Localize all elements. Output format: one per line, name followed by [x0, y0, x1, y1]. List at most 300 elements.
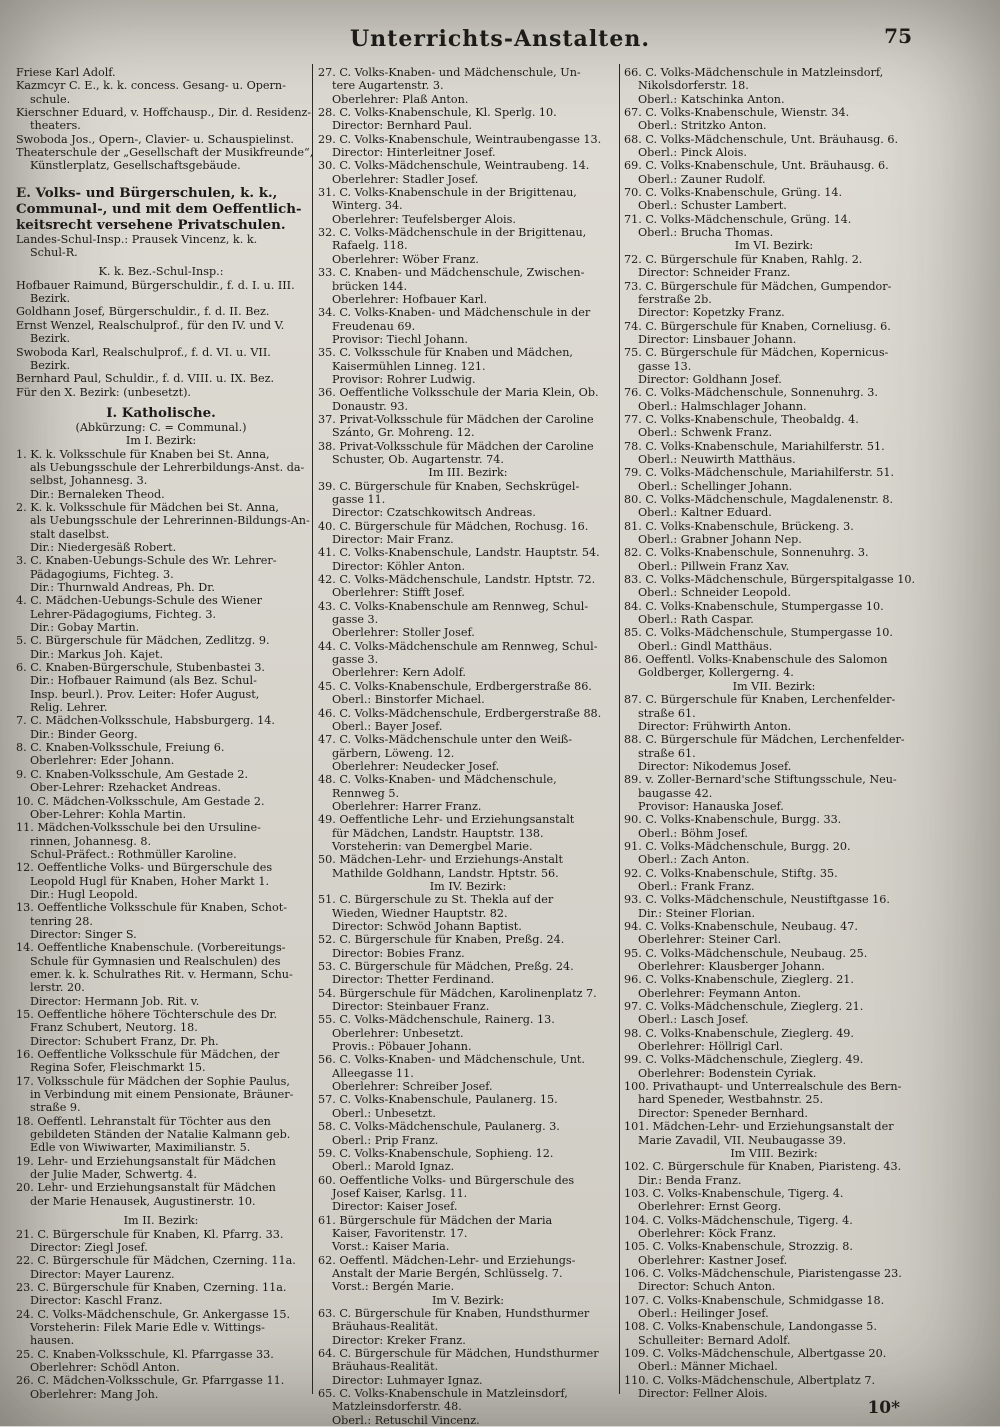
text-line: 53. C. Bürgerschule für Mädchen, Preßg. 24.	[318, 960, 574, 974]
text-line: Oberlehrer: Neudecker Josef.	[332, 759, 500, 773]
text-line: 28. C. Volks-Knabenschule, Kl. Sperlg. 10.	[318, 106, 557, 120]
text-line: 79. C. Volks-Mädchenschule, Mariahilferstr. 51.	[624, 466, 895, 480]
text-line: Oberl.: Heilinger Josef.	[638, 1306, 769, 1320]
text-line: Schule für Gymnasien und Realschulen) des	[30, 954, 281, 968]
text-line: Oberl.: Katschinka Anton.	[638, 92, 785, 106]
district-heading: Im II. Bezirk:	[123, 1214, 199, 1228]
text-line: 32. C. Volks-Mädchenschule in der Brigittenau,	[318, 226, 587, 240]
section-heading: Communal-, und mit dem Oeffentlich-	[16, 200, 302, 217]
text-line: 74. C. Bürgerschule für Knaben, Corneliusg. 6.	[624, 319, 891, 333]
text-line: 51. C. Bürgerschule zu St. Thekla auf der	[318, 893, 554, 907]
text-line: 99. C. Volks-Mädchenschule, Zieglerg. 49.	[624, 1053, 864, 1067]
text-line: 61. Bürgerschule für Mädchen der Maria	[318, 1213, 553, 1227]
text-line: Director: Köhler Anton.	[332, 559, 466, 573]
text-line: 95. C. Volks-Mädchenschule, Neubaug. 25.	[624, 946, 868, 960]
text-line: 36. Oeffentliche Volksschule der Maria Klein, Ob.	[318, 386, 599, 400]
text-line: Director: Kaiser Josef.	[332, 1200, 458, 1214]
text-line: Oberlehrer: Klausberger Johann.	[638, 960, 825, 974]
text-line: Director: Fellner Alois.	[638, 1387, 768, 1401]
text-line: Oberlehrer: Teufelsberger Alois.	[332, 212, 516, 226]
text-line: Kaiser, Favoritenstr. 17.	[332, 1226, 468, 1240]
text-line: 16. Oeffentliche Volksschule für Mädchen, der	[16, 1048, 280, 1062]
text-line: Vorsteherin: Filek Marie Edle v. Wittings-	[30, 1320, 265, 1334]
text-line: Bezirk.	[30, 292, 70, 306]
text-line: 78. C. Volks-Knabenschule, Mariahilferstr. 51.	[624, 439, 885, 453]
text-line: Oberl.: Schellinger Johann.	[638, 479, 793, 493]
text-line: 107. C. Volks-Knabenschule, Schmidgasse 18.	[624, 1293, 885, 1307]
text-line: Bezirk.	[30, 358, 70, 372]
text-line: 102. C. Bürgerschule für Knaben, Piaristeng. 43.	[624, 1160, 902, 1174]
text-line: Oberl.: Rath Caspar.	[638, 613, 754, 627]
text-line: Ernst Wenzel, Realschulprof., für den IV. und V.	[16, 318, 285, 332]
text-line: gasse 11.	[332, 493, 386, 506]
text-line: Theaterschule der „Gesellschaft der Musikfreunde“,	[16, 146, 314, 160]
page-title: Unterrichts-Anstalten.	[350, 26, 650, 52]
text-line: gasse 13.	[638, 359, 692, 373]
text-line: Oberlehrer: Stifft Josef.	[332, 586, 465, 600]
text-line: Director: Speneder Bernhard.	[638, 1106, 808, 1120]
text-line: 15. Oeffentliche höhere Töchterschule des Dr.	[16, 1008, 278, 1021]
text-line: Ober-Lehrer: Kohla Martin.	[30, 807, 187, 821]
text-line: 57. C. Volks-Knabenschule, Paulanerg. 15.	[318, 1093, 558, 1107]
text-line: 97. C. Volks-Mädchenschule, Zieglerg. 21.	[624, 1000, 864, 1014]
text-line: Oberl.: Bayer Josef.	[332, 719, 443, 733]
text-line: Goldhann Josef, Bürgerschuldir., f. d. II. Bez.	[16, 305, 270, 319]
text-line: Director: Frühwirth Anton.	[638, 719, 792, 733]
text-line: 30. C. Volks-Mädchenschule, Weintraubeng. 14.	[318, 159, 590, 173]
text-line: straße 9.	[30, 1101, 81, 1115]
text-line: Oberlehrer: Ernst Georg.	[638, 1200, 782, 1214]
text-line: Dir.: Markus Joh. Kajet.	[30, 647, 164, 661]
text-line: Director: Luhmayer Ignaz.	[332, 1373, 483, 1387]
text-line: Oberlehrer: Feymann Anton.	[638, 986, 801, 1000]
text-line: 64. C. Bürgerschule für Mädchen, Hundsthurmer	[318, 1347, 599, 1360]
text-line: Director: Kaschl Franz.	[30, 1294, 163, 1308]
text-line: 33. C. Knaben- und Mädchenschule, Zwischen-	[318, 266, 585, 280]
text-line: 72. C. Bürgerschule für Knaben, Rahlg. 2.	[624, 252, 863, 266]
text-line: Oberl.: Retuschil Vincenz.	[332, 1413, 480, 1427]
text-line: Dir.: Hofbauer Raimund (als Bez. Schul-	[30, 674, 257, 688]
text-line: 29. C. Volks-Knabenschule, Weintraubengasse 13.	[318, 132, 602, 146]
text-line: Oberl.: Pinck Alois.	[638, 146, 747, 160]
text-line: Oberl.: Schuster Lambert.	[638, 199, 787, 213]
text-line: 14. Oeffentliche Knabenschule. (Vorbereitungs-	[16, 941, 286, 955]
text-line: 84. C. Volks-Knabenschule, Stumpergasse 10.	[624, 599, 884, 613]
text-line: 83. C. Volks-Mädchenschule, Bürgerspitalgasse 10.	[624, 573, 916, 587]
text-line: Director: Nikodemus Josef.	[638, 759, 792, 773]
text-line: Donaustr. 93.	[332, 399, 409, 413]
text-line: 66. C. Volks-Mädchenschule in Matzleinsdorf,	[624, 66, 884, 79]
text-line: Winterg. 34.	[332, 199, 403, 213]
text-line: Oberlehrer: Stoller Josef.	[332, 626, 475, 640]
text-line: Oberlehrer: Harrer Franz.	[332, 799, 482, 813]
text-line: Oberl.: Unbesetzt.	[332, 1106, 436, 1120]
text-line: Bräuhaus-Realität.	[332, 1360, 439, 1374]
text-line: Bernhard Paul, Schuldir., f. d. VIII. u. IX. Bez.	[16, 372, 275, 386]
text-line: Bezirk.	[30, 332, 70, 346]
text-line: 13. Oeffentliche Volksschule für Knaben, Schot-	[16, 901, 288, 915]
text-line: Oberlehrer: Unbesetzt.	[332, 1026, 464, 1040]
text-line: baugasse 42.	[638, 786, 713, 800]
text-line: Oberlehrer: Schödl Anton.	[30, 1360, 180, 1374]
text-line: tenring 28.	[30, 914, 93, 928]
text-line: Oberl.: Zach Anton.	[638, 853, 750, 867]
text-line: 90. C. Volks-Knabenschule, Burgg. 33.	[624, 813, 842, 827]
text-line: als Uebungsschule der Lehrerinnen-Bildungs-An-	[30, 514, 310, 528]
text-line: 105. C. Volks-Knabenschule, Strozzig. 8.	[624, 1240, 853, 1254]
text-line: Director: Czatschkowitsch Andreas.	[332, 506, 536, 520]
text-line: der Marie Henausek, Augustinerstr. 10.	[30, 1194, 256, 1208]
text-line: Oberlehrer: Steiner Carl.	[638, 933, 782, 947]
text-line: Oberl.: Gindl Matthäus.	[638, 639, 773, 653]
text-line: Oberl.: Neuwirth Matthäus.	[638, 452, 796, 466]
text-line: Franz Schubert, Neutorg. 18.	[30, 1021, 198, 1035]
text-line: Oberlehrer: Stadler Josef.	[332, 172, 479, 186]
text-line: 41. C. Volks-Knabenschule, Landstr. Hauptstr. 54.	[318, 546, 600, 560]
text-column-right	[624, 66, 924, 1406]
text-line: 80. C. Volks-Mädchenschule, Magdalenenstr. 8.	[624, 493, 894, 506]
text-line: 10. C. Mädchen-Volksschule, Am Gestade 2.	[16, 794, 265, 808]
text-line: 56. C. Volks-Knaben- und Mädchenschule, Unt.	[318, 1053, 585, 1067]
text-line: 27. C. Volks-Knaben- und Mädchenschule, Un-	[318, 66, 581, 79]
text-line: Provis.: Pöbauer Johann.	[332, 1040, 472, 1054]
text-line: Dir.: Benda Franz.	[638, 1173, 742, 1187]
text-line: 31. C. Volks-Knabenschule in der Brigittenau,	[318, 186, 577, 200]
text-line: Rafaelg. 118.	[332, 239, 408, 253]
text-line: gebildeten Ständen der Natalie Kalmann geb.	[30, 1128, 291, 1142]
text-line: Oberl.: Binstorfer Michael.	[332, 693, 485, 707]
text-line: Oberlehrer: Kern Adolf.	[332, 666, 466, 680]
text-line: Schulleiter: Bernard Adolf.	[638, 1333, 791, 1347]
text-line: 87. C. Bürgerschule für Knaben, Lerchenfelder-	[624, 693, 896, 707]
text-line: 7. C. Mädchen-Volksschule, Habsburgerg. 14.	[16, 714, 275, 728]
text-line: Friese Karl Adolf.	[16, 66, 116, 79]
text-line: 104. C. Volks-Mädchenschule, Tigerg. 4.	[624, 1213, 853, 1227]
text-line: Director: Hinterleitner Josef.	[332, 146, 496, 160]
text-line: Oberl.: Böhm Josef.	[638, 826, 748, 840]
text-line: 73. C. Bürgerschule für Mädchen, Gumpendor-	[624, 279, 892, 293]
text-line: Für den X. Bezirk: (unbesetzt).	[16, 385, 191, 399]
text-line: 75. C. Bürgerschule für Mädchen, Kopernicus-	[624, 346, 889, 360]
text-line: 8. C. Knaben-Volksschule, Freiung 6.	[16, 741, 225, 755]
text-line: theaters.	[30, 119, 81, 133]
page-number: 75	[884, 24, 912, 48]
text-line: Josef Kaiser, Karlsg. 11.	[332, 1186, 468, 1200]
text-line: Director: Bernhard Paul.	[332, 119, 473, 133]
text-line: 38. Privat-Volksschule für Mädchen der Caroline	[318, 439, 594, 453]
section-heading: keitsrecht versehene Privatschulen.	[16, 216, 286, 233]
text-line: 35. C. Volksschule für Knaben und Mädchen,	[318, 346, 573, 360]
text-line: 4. C. Mädchen-Uebungs-Schule des Wiener	[16, 594, 263, 608]
text-line: Director: Singer S.	[30, 927, 137, 941]
text-line: Edle von Wiwiwarter, Maximilianstr. 5.	[30, 1141, 251, 1155]
text-line: brücken 144.	[332, 279, 408, 293]
text-line: Director: Steinbauer Franz.	[332, 1000, 490, 1014]
text-line: Director: Thetter Ferdinand.	[332, 973, 495, 987]
text-line: 22. C. Bürgerschule für Mädchen, Czerning. 11a.	[16, 1254, 296, 1268]
text-line: 71. C. Volks-Mädchenschule, Grüng. 14.	[624, 212, 852, 226]
text-line: Provisor: Hanauska Josef.	[638, 799, 784, 813]
text-line: Director: Schuch Anton.	[638, 1280, 776, 1294]
text-line: Oberl.: Prip Franz.	[332, 1133, 439, 1147]
text-line: Oberlehrer: Mang Joh.	[30, 1387, 159, 1401]
text-line: Schuster, Ob. Augartenstr. 74.	[332, 452, 504, 466]
text-line: Vorst.: Kaiser Maria.	[332, 1240, 450, 1254]
text-line: 70. C. Volks-Knabenschule, Grüng. 14.	[624, 186, 842, 200]
text-line: Vorst.: Bergén Marie.	[332, 1280, 455, 1294]
text-line: 3. C. Knaben-Uebungs-Schule des Wr. Lehrer-	[16, 554, 277, 568]
text-line: Oberl.: Männer Michael.	[638, 1360, 778, 1374]
text-line: 58. C. Volks-Mädchenschule, Paulanerg. 3.	[318, 1120, 560, 1134]
text-line: Oberl.: Marold Ignaz.	[332, 1160, 455, 1174]
text-line: 43. C. Volks-Knabenschule am Rennweg, Schul-	[318, 599, 589, 613]
text-line: stalt daselbst.	[30, 527, 110, 541]
text-line: 106. C. Volks-Mädchenschule, Piaristengasse 23.	[624, 1266, 902, 1280]
district-heading: Im I. Bezirk:	[125, 434, 197, 448]
text-line: 49. Oeffentliche Lehr- und Erziehungsanstalt	[318, 813, 575, 827]
text-line: Director: Goldhann Josef.	[638, 372, 782, 386]
text-line: straße 61.	[638, 706, 696, 720]
text-line: Director: Hermann Job. Rit. v.	[30, 994, 200, 1008]
text-line: 5. C. Bürgerschule für Mädchen, Zedlitzg. 9.	[16, 634, 270, 648]
text-line: Oberl.: Zauner Rudolf.	[638, 172, 766, 186]
text-line: 109. C. Volks-Mädchenschule, Albertgasse 20.	[624, 1347, 887, 1360]
text-line: 60. Oeffentliche Volks- und Bürgerschule des	[318, 1173, 575, 1187]
text-line: Director: Kopetzky Franz.	[638, 306, 785, 320]
text-line: Landes-Schul-Insp.: Prausek Vincenz, k. k.	[16, 232, 258, 246]
text-line: 18. Oeffentl. Lehranstalt für Töchter aus den	[16, 1114, 271, 1128]
text-line: Director: Schwöd Johann Baptist.	[332, 920, 522, 933]
text-line: Anstalt der Marie Bergén, Schlüsselg. 7.	[332, 1266, 563, 1280]
text-line: gärbern, Löweng. 12.	[332, 746, 455, 760]
text-line: 1. K. k. Volksschule für Knaben bei St. Anna,	[16, 447, 270, 461]
text-line: lerstr. 20.	[30, 981, 85, 995]
text-line: 54. Bürgerschule für Mädchen, Karolinenplatz 7.	[318, 986, 597, 1000]
text-line: 96. C. Volks-Knabenschule, Zieglerg. 21.	[624, 973, 854, 987]
text-line: Pädagogiums, Fichteg. 3.	[30, 567, 174, 581]
text-line: Kazmcyr C. E., k. k. concess. Gesang- u. Opern-	[16, 79, 286, 93]
text-line: Oberl.: Pillwein Franz Xav.	[638, 559, 790, 573]
text-line: 62. Oeffentl. Mädchen-Lehr- und Erziehungs-	[318, 1253, 576, 1267]
text-line: Director: Linsbauer Johann.	[638, 332, 797, 346]
text-line: 89. v. Zoller-Bernard'sche Stiftungsschule, Neu-	[624, 773, 897, 787]
text-line: 98. C. Volks-Knabenschule, Zieglerg. 49.	[624, 1026, 854, 1040]
text-line: Schul-R.	[30, 246, 78, 260]
text-line: 44. C. Volks-Mädchenschule am Rennweg, Schul-	[318, 639, 598, 653]
text-line: Director: Schneider Franz.	[638, 266, 791, 280]
text-line: Hofbauer Raimund, Bürgerschuldir., f. d. I. u. III.	[16, 278, 295, 292]
text-line: für Mädchen, Landstr. Hauptstr. 138.	[332, 826, 544, 840]
text-line: 2. K. k. Volksschule für Mädchen bei St. Anna,	[16, 500, 279, 514]
text-line: Regina Sofer, Fleischmarkt 15.	[30, 1061, 206, 1075]
text-line: 82. C. Volks-Knabenschule, Sonnenuhrg. 3.	[624, 546, 869, 560]
district-heading: (Abkürzung: C. = Communal.)	[75, 420, 247, 434]
text-line: Schul-Präfect.: Rothmüller Karoline.	[30, 847, 237, 861]
text-line: 12. Oeffentliche Volks- und Bürgerschule des	[16, 861, 273, 875]
district-heading: Im III. Bezirk:	[428, 466, 508, 480]
text-line: Director: Kreker Franz.	[332, 1333, 466, 1347]
text-line: Oberlehrer: Eder Johann.	[30, 754, 175, 768]
text-line: 92. C. Volks-Knabenschule, Stiftg. 35.	[624, 866, 838, 880]
text-line: Künstlerplatz, Gesellschaftsgebäude.	[30, 159, 241, 173]
text-line: 67. C. Volks-Knabenschule, Wienstr. 34.	[624, 106, 850, 120]
section-heading: E. Volks- und Bürgerschulen, k. k.,	[16, 184, 278, 201]
column-divider	[312, 64, 313, 1394]
text-line: 81. C. Volks-Knabenschule, Brückeng. 3.	[624, 519, 854, 533]
text-line: selbst, Johannesg. 3.	[30, 474, 148, 488]
text-line: Dir.: Bernaleken Theod.	[30, 487, 165, 501]
text-line: Oberl.: Stritzko Anton.	[638, 119, 767, 133]
text-line: Goldberger, Kollergerng. 4.	[638, 666, 794, 680]
text-line: 39. C. Bürgerschule für Knaben, Sechskrügel-	[318, 479, 580, 493]
text-line: Szánto, Gr. Mohreng. 12.	[332, 426, 475, 440]
text-line: ferstraße 2b.	[638, 292, 712, 306]
text-line: Oberlehrer: Hofbauer Karl.	[332, 292, 488, 306]
text-line: 86. Oeffentl. Volks-Knabenschule des Salomon	[624, 653, 888, 667]
text-line: 69. C. Volks-Knabenschule, Unt. Bräuhausg. 6.	[624, 159, 889, 173]
text-line: 48. C. Volks-Knaben- und Mädchenschule,	[318, 773, 557, 787]
district-heading: Im V. Bezirk:	[431, 1293, 505, 1307]
text-line: Oberl.: Schneider Leopold.	[638, 586, 791, 600]
text-line: Dir.: Binder Georg.	[30, 727, 138, 741]
text-line: rinnen, Johannesg. 8.	[30, 834, 152, 848]
text-line: Kaisermühlen Linneg. 121.	[332, 359, 486, 373]
text-line: Oberlehrer: Wöber Franz.	[332, 252, 479, 266]
text-line: Vorsteherin: van Demergbel Marie.	[332, 839, 533, 853]
text-line: emer. k. k. Schulrathes Rit. v. Hermann, Schu-	[30, 967, 293, 981]
district-heading: Im VI. Bezirk:	[734, 239, 814, 253]
text-line: Oberlehrer: Plaß Anton.	[332, 92, 469, 106]
text-line: 93. C. Volks-Mädchenschule, Neustiftgasse 16.	[624, 893, 890, 907]
text-line: der Julie Mader, Schwertg. 4.	[30, 1168, 197, 1182]
text-line: tere Augartenstr. 3.	[332, 79, 444, 93]
text-line: Oberlehrer: Schreiber Josef.	[332, 1080, 493, 1094]
text-line: Oberl.: Lasch Josef.	[638, 1013, 749, 1027]
text-line: Mathilde Goldhann, Landstr. Hptstr. 56.	[332, 866, 559, 880]
text-line: 101. Mädchen-Lehr- und Erziehungsanstalt der	[624, 1120, 894, 1134]
text-line: 68. C. Volks-Mädchenschule, Unt. Bräuhausg. 6.	[624, 132, 899, 146]
text-line: Kierschner Eduard, v. Hoffchausp., Dir. d. Residenz-	[16, 106, 312, 120]
text-line: Oberlehrer: Höllrigl Carl.	[638, 1040, 783, 1054]
text-line: 88. C. Bürgerschule für Mädchen, Lerchenfelder-	[624, 733, 905, 747]
text-line: 42. C. Volks-Mädchenschule, Landstr. Hptstr. 72.	[318, 573, 596, 587]
text-line: Wieden, Wiedner Hauptstr. 82.	[332, 906, 508, 920]
text-line: Lehrer-Pädagogiums, Fichteg. 3.	[30, 607, 217, 621]
text-line: gasse 3.	[332, 653, 379, 667]
text-line: 20. Lehr- und Erziehungsanstalt für Mädchen	[16, 1181, 276, 1195]
text-line: Insp. beurl.). Prov. Leiter: Hofer August,	[30, 687, 260, 701]
text-line: 46. C. Volks-Mädchenschule, Erdbergerstraße 88.	[318, 706, 602, 720]
text-line: Dir.: Thurnwald Andreas, Ph. Dr.	[30, 581, 215, 594]
text-line: 37. Privat-Volksschule für Mädchen der Caroline	[318, 412, 594, 426]
text-line: Marie Zavadil, VII. Neubaugasse 39.	[638, 1133, 847, 1147]
text-line: Dir.: Gobay Martin.	[30, 621, 140, 635]
text-column-middle	[318, 66, 618, 1427]
text-line: 26. C. Mädchen-Volksschule, Gr. Pfarrgasse 11.	[16, 1374, 285, 1388]
text-line: Swoboda Jos., Opern-, Clavier- u. Schauspielinst.	[16, 132, 294, 146]
text-line: Oberlehrer: Köck Franz.	[638, 1226, 777, 1240]
text-line: 50. Mädchen-Lehr- und Erziehungs-Anstalt	[318, 853, 563, 867]
district-heading: Im VIII. Bezirk:	[730, 1146, 818, 1160]
page-header	[0, 22, 1000, 58]
text-line: 11. Mädchen-Volksschule bei den Ursuline-	[16, 821, 261, 835]
text-line: hard Speneder, Westbahnstr. 25.	[638, 1093, 824, 1107]
column-divider	[619, 64, 620, 1394]
text-line: 24. C. Volks-Mädchenschule, Gr. Ankergasse 15.	[16, 1307, 291, 1321]
text-line: 100. Privathaupt- und Unterrealschule des Bern-	[624, 1080, 902, 1094]
text-line: 6. C. Knaben-Bürgerschule, Stubenbastei 3.	[16, 661, 265, 675]
text-line: 17. Volksschule für Mädchen der Sophie Paulus,	[16, 1074, 290, 1088]
text-line: Oberl.: Grabner Johann Nep.	[638, 533, 802, 547]
text-line: 34. C. Volks-Knaben- und Mädchenschule in der	[318, 306, 591, 320]
text-line: Oberlehrer: Kastner Josef.	[638, 1253, 788, 1267]
text-line: Leopold Hugl für Knaben, Hoher Markt 1.	[30, 874, 270, 888]
text-line: Director: Ziegl Josef.	[30, 1240, 148, 1254]
text-line: 55. C. Volks-Mädchenschule, Rainerg. 13.	[318, 1013, 555, 1027]
text-line: schule.	[30, 92, 71, 106]
text-line: Oberl.: Frank Franz.	[638, 879, 755, 893]
text-line: 19. Lehr- und Erziehungsanstalt für Mädchen	[16, 1154, 276, 1168]
text-line: 108. C. Volks-Knabenschule, Landongasse 5.	[624, 1320, 877, 1334]
signature-mark: 10*	[867, 1398, 900, 1418]
text-line: Dir.: Niedergesäß Robert.	[30, 540, 177, 554]
text-line: Provisor: Rohrer Ludwig.	[332, 372, 476, 386]
text-line: hausen.	[30, 1334, 75, 1348]
text-line: 110. C. Volks-Mädchenschule, Albertplatz 7.	[624, 1373, 876, 1387]
section-heading: I. Katholische.	[106, 404, 216, 421]
text-line: straße 61.	[638, 746, 696, 760]
text-line: 65. C. Volks-Knabenschule in Matzleinsdorf,	[318, 1387, 568, 1401]
district-heading: K. k. Bez.-Schul-Insp.:	[98, 265, 224, 279]
text-line: Nikolsdorferstr. 18.	[638, 79, 749, 93]
text-column-left	[16, 66, 314, 1406]
text-line: 59. C. Volks-Knabenschule, Sophieng. 12.	[318, 1146, 554, 1160]
text-line: 85. C. Volks-Mädchenschule, Stumpergasse 10.	[624, 626, 893, 640]
text-line: Oberl.: Kaltner Eduard.	[638, 506, 772, 520]
text-line: 103. C. Volks-Knabenschule, Tigerg. 4.	[624, 1186, 844, 1200]
text-line: 9. C. Knaben-Volksschule, Am Gestade 2.	[16, 767, 249, 781]
text-line: 91. C. Volks-Mädchenschule, Burgg. 20.	[624, 839, 851, 853]
text-line: Bräuhaus-Realität.	[332, 1320, 439, 1334]
text-line: 52. C. Bürgerschule für Knaben, Preßg. 24.	[318, 933, 565, 947]
text-line: Provisor: Tiechl Johann.	[332, 332, 468, 346]
text-line: Ober-Lehrer: Rzehacket Andreas.	[30, 781, 221, 795]
text-line: 45. C. Volks-Knabenschule, Erdbergerstraße 86.	[318, 679, 592, 693]
text-line: Director: Bobies Franz.	[332, 946, 465, 960]
text-line: Oberlehrer: Bodenstein Cyriak.	[638, 1066, 817, 1080]
text-line: 63. C. Bürgerschule für Knaben, Hundsthurmer	[318, 1306, 590, 1320]
text-line: Oberl.: Brucha Thomas.	[638, 226, 774, 240]
text-line: Rennweg 5.	[332, 786, 400, 800]
text-line: Swoboda Karl, Realschulprof., f. d. VI. u. VII.	[16, 345, 271, 359]
text-line: 47. C. Volks-Mädchenschule unter den Weiß-	[318, 733, 573, 747]
text-line: Dir.: Steiner Florian.	[638, 906, 756, 920]
text-line: 40. C. Bürgerschule für Mädchen, Rochusg. 16.	[318, 519, 589, 533]
text-line: Director: Mair Franz.	[332, 533, 454, 547]
text-line: Director: Mayer Laurenz.	[30, 1267, 175, 1281]
text-line: Matzleinsdorferstr. 48.	[332, 1400, 462, 1414]
text-line: 21. C. Bürgerschule für Knaben, Kl. Pfarrg. 33.	[16, 1227, 284, 1241]
text-line: Relig. Lehrer.	[30, 701, 108, 715]
text-line: in Verbindung mit einem Pensionate, Bräuner-	[30, 1088, 294, 1102]
text-line: 77. C. Volks-Knabenschule, Theobaldg. 4.	[624, 412, 859, 426]
text-line: Director: Schubert Franz, Dr. Ph.	[30, 1034, 219, 1048]
text-line: Freudenau 69.	[332, 319, 416, 333]
text-line: 25. C. Knaben-Volksschule, Kl. Pfarrgasse 33.	[16, 1347, 274, 1361]
text-line: Oberl.: Halmschlager Johann.	[638, 399, 807, 413]
text-line: Alleegasse 11.	[332, 1066, 414, 1080]
text-line: 76. C. Volks-Mädchenschule, Sonnenuhrg. 3.	[624, 386, 878, 400]
